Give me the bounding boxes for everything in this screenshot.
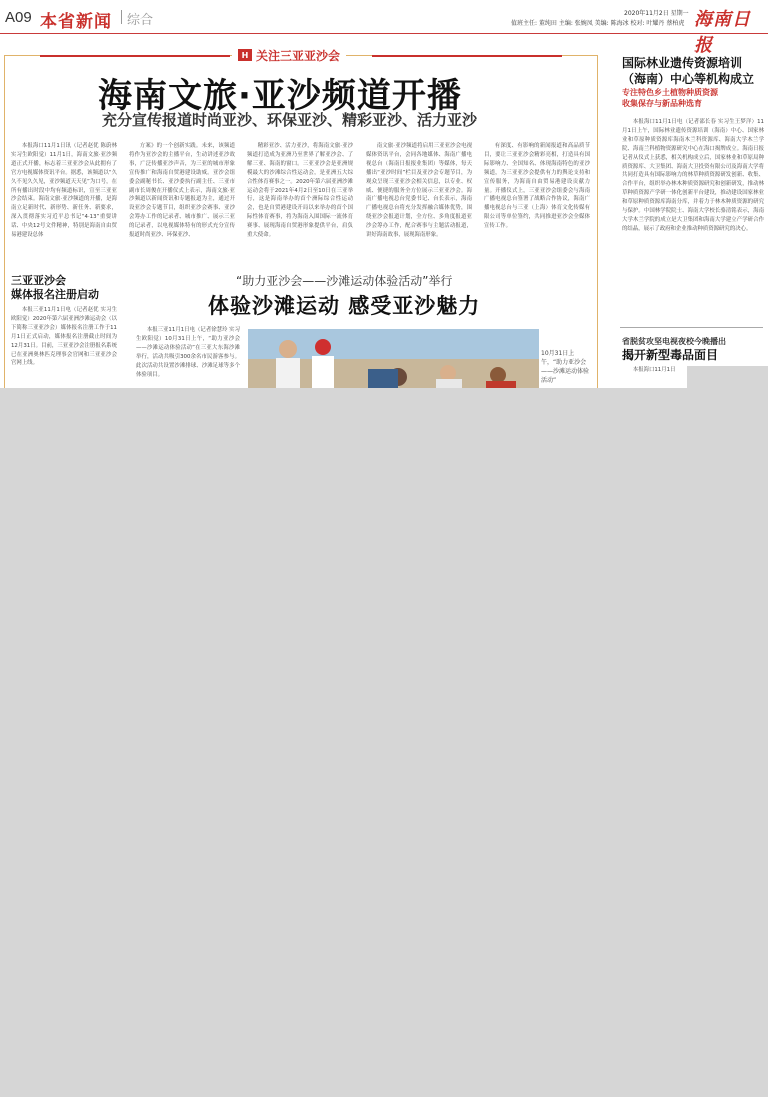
newspaper-page [0,0,768,388]
right-subheadline-line: 专注特色乡土植物种质资源 [622,88,718,97]
kicker-rule-left [40,55,230,57]
kicker-text: 关注三亚亚沙会 [256,48,341,63]
photo-caption: 10月31日上午，“助力亚沙会——沙滩运动体验活动” [541,350,589,384]
second-kicker: “助力亚沙会——沙滩运动体验活动”举行 [236,274,453,288]
right-subheadline [622,87,762,109]
column-logo-icon: H [238,49,252,61]
article-text: 精彩亚沙、活力亚沙，将海南文旅·亚沙频道打造成为亚洲乃至世界了解亚沙会、了解三亚、海南的窗口。三亚亚沙会是亚洲规模最大的沙滩综合性运动会，是亚洲五大综合性体育赛事之一。2020年第六届亚洲沙滩运动会将于2021年4月2日至10日在三亚举行，这是海南举办的首个洲际综合性运动会，也是自贸港建设开局以来举办的首个国际性体育赛事，将为海南入围国际一流体育赛事、展现海南自贸港形象提供平台，肩负重大使命。 [247,143,353,239]
subsection-title: 综合 [127,13,154,28]
side-headline [11,274,99,302]
article-column-1 [11,142,117,262]
feature-kicker [232,46,346,64]
unloaded-region [687,366,768,388]
right-article [622,118,764,316]
article-text: 本报三亚11月1日电（记者赵优 实习生欧阳觉）2020年第六届亚洲沙滩运动会（以下简称三亚亚沙会）媒体报名注册工作于11月1日正式启动，媒体报名注册截止时间为12月31日。目前，三亚亚沙会注册报名系统已在亚洲奥林匹克理事会官网和三亚亚沙会官网上线。 [11,307,117,367]
right-article-2 [622,366,686,388]
article-column-5 [484,142,590,262]
side-headline-line: 媒体报名注册启动 [11,288,99,301]
article-text: 本报三亚11月1日电（记者徐慧玲 实习生欧阳觉）10月31日上午，“助力亚沙会——沙滩运动体验活动”在三亚大东海沙滩举行，活动共吸引300余名市民游客参与。此次活动共设置沙滩排球、沙滩足球等多个体验项目。 [136,327,240,378]
divider [620,327,763,328]
article-text: 本报海口11月1日 [632,367,676,373]
right-headline [622,55,762,87]
article-text: 方案》的一个创新实践。未来，该频道将作为亚沙会的主播平台，生动讲述亚沙故事，广泛传播亚沙声音，为三亚的城市形象宣传推广和海南自贸港建设助威。亚沙会组委会副秘书长、亚沙委执行副主任、三亚市副市长周俊在开播仪式上表示，海南文旅·亚沙频道以新闻资讯和专题报道为主，通过开设亚沙会专题节目，组织亚沙会赛事、亚沙会筹办工作的记录者、城市推广、展示三亚的记录者，以电视媒体特有的形式充分宣传报道时尚亚沙、环保亚沙、 [129,143,235,239]
photo-image [248,329,539,388]
newspaper-logo: 海南日报 [694,9,751,56]
article-column-2 [129,142,235,262]
side-article [11,306,117,388]
second-article [136,326,240,388]
editor-credits: 值班主任: 董纯田 主编: 张婉凤 美编: 陈海冰 校对: 叶耀丹 蔡柏虎 [511,20,685,27]
page-number: A09 [5,9,32,26]
headline: 海南文旅·亚沙频道开播 [98,76,462,116]
kicker-rule-right [372,55,562,57]
event-photo [248,329,539,388]
second-headline: 体验沙滩运动 感受亚沙魅力 [208,294,481,318]
section-title: 本省新闻 [40,12,112,32]
issue-date: 2020年11月2日 星期一 [624,10,689,17]
article-column-3 [247,142,353,262]
right-headline-line: （海南）中心等机构成立 [622,72,755,86]
article-text: 本报海口11月1日讯（记者赵优 陈蔚林 实习生欧阳觉）11月1日，海南文旅·亚沙频道正式开播，标志着三亚亚沙会从此拥有了官方电视媒体资讯平台。据悉，该频道以“久久不见久久见，亚沙频道天天见”为口号，在所有播出时段中均有频道标识，宣至三亚亚沙会结束。海南文旅·亚沙频道的开播，是海南立足新时代、新形势、新任务、新要求，深入贯彻落实习近平总书记“4·13”重要讲话、中央12号文件精神，特别是海南自由贸易港建设总体 [11,143,117,239]
right-headline-2: 揭开新型毒品面目 [622,348,719,362]
article-text: 有深度、有影响的新闻报道和高品质节目，要让三亚亚沙会精彩亮相，打造具有国际影响力、全国知名、体现海南特色的亚沙频道，为三亚亚沙会提供有力的舆论支持和宣传服务，为海南自由贸易港建设贡献力量。开播仪式上，三亚亚沙会组委会与海南广播电视总台签署了战略合作协议，海南广播电视总台与三亚（上海）体育文化传媒有限公司等单位签约，共同推进亚沙会全媒体宣传工作。 [484,143,590,230]
article-text: 南文旅·亚沙频道将启用三亚亚沙会电视媒体资讯平台，会同各地媒体、海南广播电视总台（海南日报报业集团）等媒体，每天播出“亚沙时间”栏目及亚沙会专题节目，为观众呈现三亚亚沙会相关信息，以专业、权威、便捷的服务全方位展示三亚亚沙会。海南广播电视总台党委书记、台长表示，海南广播电视总台将充分发挥融合媒体优势，围绕亚沙会报道计划，全方位、多角度报道亚沙会筹办工作，配合赛事与主题活动报道，讲好海南故事，展现海南形象。 [366,143,472,239]
right-subheadline-line: 收集保存与新品种选育 [622,99,702,108]
side-headline-line: 三亚亚沙会 [11,274,66,287]
article-column-4 [366,142,472,262]
divider [121,10,122,24]
article-text: 本报海口11月1日电（记者邵长春 实习生王梦洋）11月1日上午，国际林业遗传资源培训（海南）中心、国家林业和草原种质资源库海南木兰科资源库、海南大学木兰学院、海南兰科植物资源研究中心在海口揭牌成立。海南日报记者从仪式上获悉，相关机构成立后，国家林业和草原局种质资源库、大卫集团、海南大卫投资有限公司及海南大学将共同打造具有国际影响力的林草种质资源研发创新、收集、合作平台，组织举办林木种质资源研究和创新研发，推动林草种质资源产学研一体化创新平台建设，推动建设国家林业和草原种质资源库海南分库，并着力于林木种质资源的研究与保护。中国林学院院士、海南大学校长骆清铭表示，海南大学木兰学院的成立是大卫集团和海南大学建立产学研合作的结晶，展示了政府和企业推动种质资源研究的决心。 [622,119,764,232]
right-headline-line: 国际林业遗传资源培训 [622,56,743,70]
subheadline: 充分宣传报道时尚亚沙、环保亚沙、精彩亚沙、活力亚沙 [102,111,478,129]
right-kicker-2: 省脱贫攻坚电视夜校今晚播出 [622,337,726,346]
